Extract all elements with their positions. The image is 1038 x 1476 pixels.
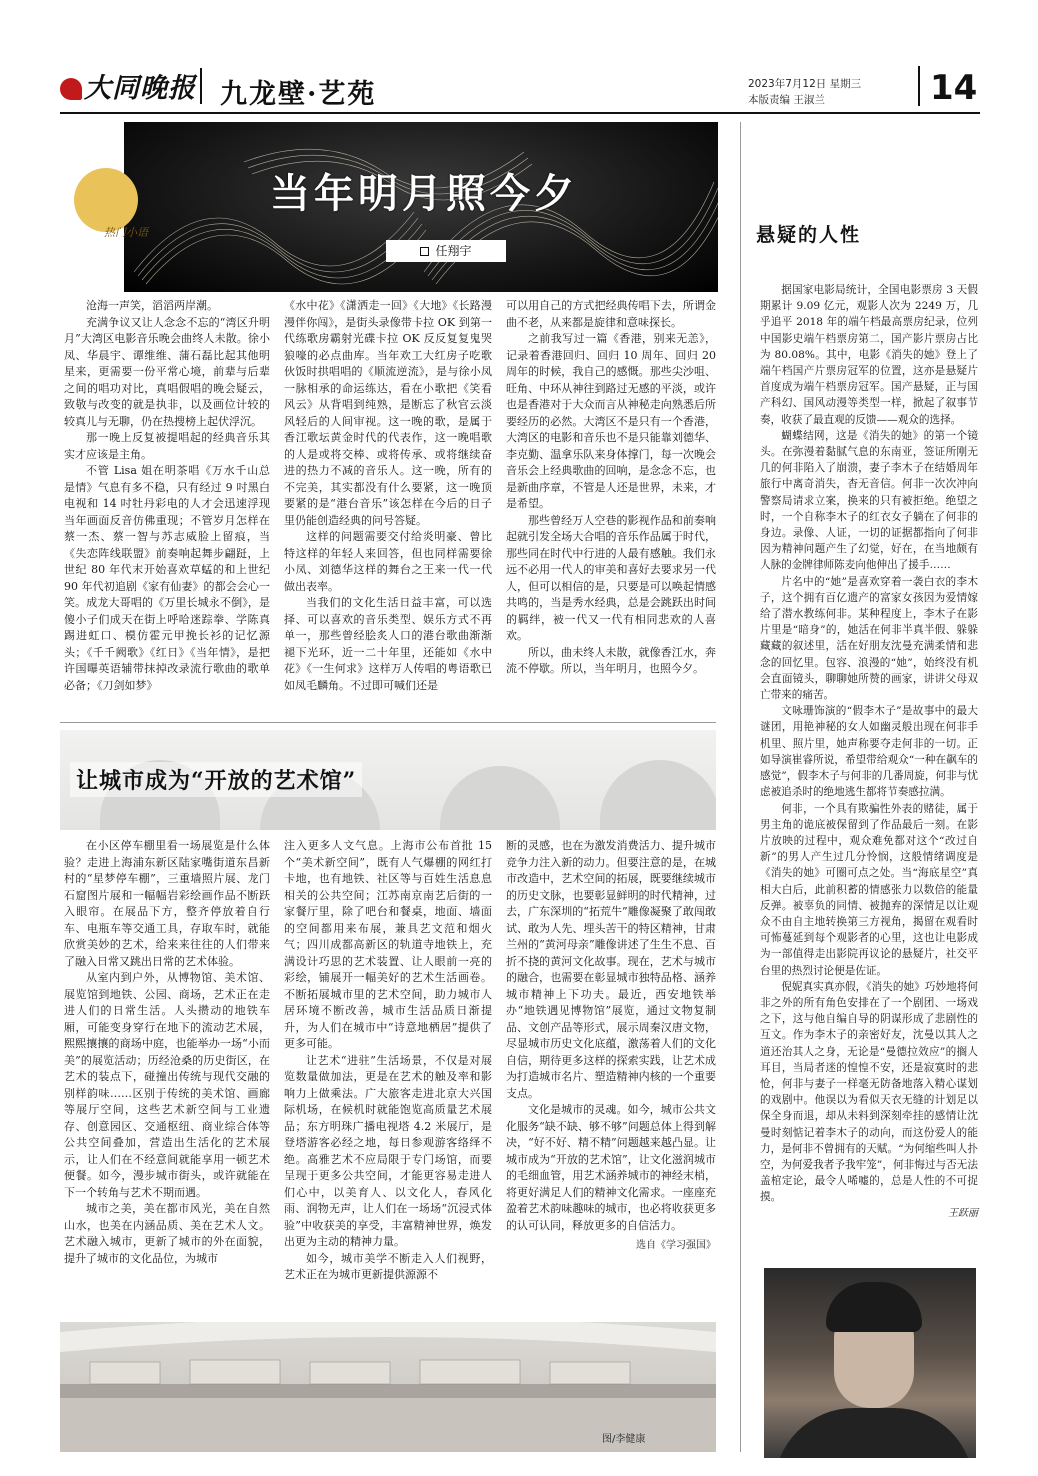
logo-mark-icon bbox=[60, 78, 82, 100]
gallery-arch-shape bbox=[440, 766, 560, 830]
paragraph: 从室内到户外，从博物馆、美术馆、展览馆到地铁、公园、商场，艺术正在走进人们的日常生活。人头攒动的地铁车厢，可能变身穿行在地下的流动艺术展，熙熙攘攘的商场中庭，也能举办一场“小而美”的展览活动；历经沧桑的历史街区，在艺术的装点下，碰撞出传统与现代交融的别样韵味……区别于传统的美术馆、画廊等展厅空间，这些艺术新空间与工业遗存、创意园区、交通枢纽、商业综合体等公共空间叠加，营造出生活化的艺术展示，让人们在不经意间就能享用一顿艺术便餐。如今，漫步城市街头，或许就能在下一个转角与艺术不期而遇。 bbox=[64, 971, 270, 1199]
paragraph: 倪妮真实真亦假，《消失的她》巧妙地将何非之外的所有角色安排在了一个剧团、一场戏之下，这与他自编自导的阴谋形成了悲剧性的互文。作为李木子的亲密好友，沈曼以其人之道还治其人之身，无论是“曼德拉效应”的搁人耳目，当局者迷的惶惶不安，还是寂寞时的悲怆，何非与妻子一样毫无防备地落入精心谋划的戏剧中。他误以为看似天衣无缝的计划足以保全身而退，却从未料到深刻牵挂的感情让沈曼时刻惦记着李木子的动向，而这份爱人的能力，是何非不曾拥有的天赋。“为何缩些叫人扑空，为何爱我者予我牢笼”，何非悔过与否无法盖棺定论，最令人唏嘘的，总是人性的不可捉摸。 bbox=[760, 980, 978, 1204]
paragraph: 之前我写过一篇《香港，别来无恙》，记录着香港回归、回归 10 周年、回归 20 周年的时候，我自己的感慨。那些尖沙咀、旺角、中环从神往到路过无感的平淡，或许也是香港对于大众而言从神秘走向熟悉后所要经历的必然。大湾区不是只有一个香港，大湾区的电影和音乐也不是只能靠刘德华、李克勤、温拿乐队来身体撑门，每一次晚会音乐会上经典歌曲的回响，是念念不忘，也是新曲序章，不管是人还是世界，未来，才是希望。 bbox=[506, 332, 716, 510]
paragraph: 片名中的“她”是喜欢穿着一袭白衣的李木子，这个拥有百亿遗产的富家女孩因为爱情嫁给了潜水教练何非。某种程度上，李木子在影片里是“暗身”的，她活在何非半真半假、躲躲藏藏的叙述里，活在好朋友沈曼充满柔情和悲念的回忆里。包容、浪漫的“她”，始终没有机会直面镜头，聊聊她所赞的画家，讲讲父母双亡带来的痛苦。 bbox=[760, 575, 978, 702]
article1-column-1 bbox=[64, 298, 270, 694]
section-title: 九龙壁·艺苑 bbox=[220, 79, 377, 110]
paragraph: 沧海一声笑，滔滔两岸潮。 bbox=[86, 299, 218, 312]
paragraph: 城市之美，美在都市风光，美在自然山水，也美在内涵品质、美在艺术人文。艺术融入城市，更新了城市的外在面貌，提升了城市的文化品位，为城市 bbox=[64, 1202, 270, 1265]
paragraph: 注入更多人文气息。上海市公布首批 15 个“美术新空间”，既有人气爆棚的网红打卡地，也有地铁、社区等与百姓生活息息相关的公共空间；江苏南京南艺后街的一家餐厅里，除了吧台和餐桌，地面、墙面的空间都用来布展，兼具艺文范和烟火气；四川成都高新区的轨道寺地铁上，充满设计巧思的艺术装置、让人眼前一亮的彩绘，铺展开一幅美好的艺术生活画卷。不断拓展城市里的艺术空间，助力城市人居环境不断改善，城市生活品质日渐提升，为人们在城市中“诗意地栖居”提供了更多可能。 bbox=[284, 839, 492, 1050]
article2-column-2 bbox=[284, 838, 492, 1284]
page-editor: 本版责编 王淑兰 bbox=[748, 94, 825, 106]
paragraph: 所以，曲未终人未散，就像香江水，奔流不停歇。所以，当年明月，也照今夕。 bbox=[506, 645, 716, 675]
paragraph: 在小区停车棚里看一场展览是什么体验？走进上海浦东新区陆家嘴街道东昌新村的“星梦停车棚”，三重墙照片展、龙门石窟图片展和一幅幅岩彩绘画作品不断跃入眼帘。在展品下方，整齐停放着自行车、电瓶车等交通工具，存取车时，就能欣赏美妙的艺术，给来来往往的人们带来了融入日常又跳出日常的艺术体验。 bbox=[64, 839, 270, 968]
portrait-shoulders bbox=[774, 1408, 974, 1458]
article1-column-2 bbox=[284, 298, 492, 694]
column-badge bbox=[64, 168, 174, 250]
gallery-arch-shape bbox=[600, 760, 716, 830]
paragraph: 让艺术“进驻”生活场景，不仅是对展览数量做加法，更是在艺术的触及率和影响力上做乘法。广大旅客走进北京大兴国际机场，在候机时就能饱览高质量艺术展品；东方明珠广播电视塔 4.2 米展厅，是登塔游客必经之地，每日参观游客络绎不绝。高雅艺术不应局限于专门场馆，而要呈现于更多公共空间，才能更容易走进人们心中，以美育人、以文化人，春风化雨、润物无声，让人们在一场场“沉浸式体验”中收获美的享受，丰富精神世界，焕发出更为主动的精神力量。 bbox=[284, 1053, 492, 1248]
photo-credit: 图/李健康 bbox=[602, 1434, 646, 1445]
logo-text: 大同晚报 bbox=[84, 73, 196, 104]
article3-author: 王跃丽 bbox=[948, 1207, 978, 1219]
paragraph: 文化是城市的灵魂。如今，城市公共文化服务“缺不缺、够不够”问题总体上得到解决，“好不好、精不精”问题越来越凸显。让城市成为“开放的艺术馆”，让文化滋润城市的毛细血管，用艺术涵养城市的神经末梢，将更好满足人们的精神文化需求。一座座充盈着艺术韵味趣味的城市，也必将收获更多的认可认同，释放更多的自信活力。 bbox=[506, 1103, 716, 1232]
article2-column-1 bbox=[64, 838, 270, 1267]
article2-source: 选自《学习强国》 bbox=[636, 1240, 716, 1251]
masthead bbox=[60, 62, 980, 114]
paragraph: 可以用自己的方式把经典传唱下去，所谓金曲不老，从来都是旋律和意味探长。 bbox=[506, 299, 716, 329]
article1-title: 当年明月照今夕 bbox=[270, 170, 578, 217]
article3-title: 悬疑的人性 bbox=[756, 224, 862, 246]
paragraph: 文咏珊饰演的“假李木子”是故事中的最大谜团，用艳神秘的女人如幽灵般出现在何非手机里、照片里，她声称要夺走何非的一切。正如导演崔睿所说，希望带给观众“一种在飙车的感觉”，假李木子与何非的几番周旋，何非与忧虑被追杀时的绝地逃生都将节奏感拉满。 bbox=[760, 705, 978, 799]
article-divider bbox=[60, 722, 716, 723]
article1-byline bbox=[386, 240, 506, 262]
paragraph: 蝴蝶结网，这是《消失的她》的第一个镜头。在弥漫着黏腻气息的东南亚，签证所刚无几的何非陷入了崩溃，妻子李木子在结婚周年旅行中离奇消失，杳无音信。何非一次次冲向警察局请求立案，换来的只有被拒绝。绝望之时，一个自称李木子的红衣女子躺在了何非的身边。录像、人证，一切的证据都指向了何非因为精神问题产生了幻觉，好在，在当地颇有人脉的金牌律师陈麦向他伸出了援手…… bbox=[760, 429, 978, 572]
article1-column-3 bbox=[506, 298, 716, 678]
author-name: 任翔宇 bbox=[435, 244, 472, 258]
page-number: 14 bbox=[930, 68, 978, 108]
paragraph: 那些曾经万人空巷的影视作品和前奏响起就引发全场大合唱的音乐作品属于时代，那些同在时代中行进的人最有感触。我们永远不必用一代人的审美和喜好去要求另一代人，但可以相信的是，只要是可以唤起情感共鸣的，当是秀水经典，总是会跳跃出时间的羁绊，被一代又一代有相同悲欢的人喜欢。 bbox=[506, 513, 716, 642]
badge-circle-icon bbox=[74, 168, 138, 232]
paragraph: 断的灵感，也在为激发消费活力、提升城市竞争力注入新的动力。但要注意的是，在城市改造中，艺术空间的拓展，既要继续城市的历史文脉，也要彰显鲜明的时代精神，过去，广东深圳的“拓荒牛”雕像凝聚了敢闯敢试、敢为人先、埋头苦干的特区精神，甘肃兰州的“黄河母亲”雕像讲述了生生不息、百折不挠的黄河文化故事。现在，艺术与城市的融合，也需要在彰显城市独特品格、涵养城市精神上下功夫。最近，西安地铁举办“地铁遇见博物馆”展览，通过文物复制品、文创产品等形式，展示周秦汉唐文物，尽显城市历史文化底蕴，激荡着人们的文化自信，期待更多这样的探索实践，让艺术成为打造城市名片、塑造精神内核的一个重要支点。 bbox=[506, 839, 716, 1100]
paragraph: 不管 Lisa 姐在明茶唱《万水千山总是情》气息有多不稳，只有经过 9 吋黑白电视和 14 吋牡丹彩电的人才会迅速浮现当年画面反音仿佛重现；不管岁月怎样在蔡一杰、蔡一智与苏志威脸上留痕，当《失恋阵线联盟》前奏响起舞步翩跹，上世纪 80 年代末开始喜欢草蜢的和上世纪 90 年代初追剧《家有仙妻》的都会会心一笑。成龙大哥唱的《万里长城永不倒》，是傻小子们成天在街上呼哈迷踪拳、学陈真踢进虹口、模仿霍元甲挽长衫的记忆源头；《千千阙歌》《红日》《当年情》，是把许国曝英语辅带抹掉改录流行歌曲的歌单必备；《刀剑如梦》 bbox=[64, 464, 270, 692]
paragraph: 何非，一个具有欺骗性外表的赌徒，属于男主角的诡底被保留到了作品最后一刻。在影片放映的过程中，观众难免都对这个“改过自新”的男人产生过几分怜悯，这般情绪调度是《消失的她》可圈可点之处。当“海底星空”真相大白后，此前积蓄的情感张力以数倍的能量反弹。被辜负的同情、被抛弃的深情足以让观众不由自主地转换第三方视角，揭留在观看时可怖蔓延到每个观影者的心里，这也让电影成为一部值得走出影院再议论的悬疑片，社交平台里的热烈讨论便是佐证。 bbox=[760, 802, 978, 977]
column-divider bbox=[740, 122, 741, 1452]
paragraph: 这样的问题需要交付给炎明豪、曾比特这样的年轻人来回答，但也同样需要徐小凤、刘德华这样的舞台之王来一代一代做出表率。 bbox=[284, 530, 492, 593]
column-label: 热门小语 bbox=[104, 226, 148, 239]
paragraph: 充满争议又让人念念不忘的“湾区升明月”大湾区电影音乐晚会曲终人未散。徐小凤、华晨宇、谭维维、蒲石磊比起其他明星来，更需要一份平常心境，前辈与后辈之间的唱功对比，真唱假唱的晚会疑云，致敬与改变的就是执非，以及画位计较的较真儿与无聊，仍在热搜榜上起伏浮沉。 bbox=[64, 315, 270, 428]
date-block bbox=[748, 76, 861, 108]
byline-square-icon bbox=[420, 247, 429, 256]
article3-body bbox=[760, 282, 978, 1222]
newspaper-logo bbox=[60, 66, 196, 105]
issue-date: 2023年7月12日 星期三 bbox=[748, 78, 862, 90]
masthead-divider-2 bbox=[918, 66, 920, 106]
paragraph: 当我们的文化生活日益丰富，可以选择、可以喜欢的音乐类型、娱乐方式不再单一，那些曾经脍炙人口的港台歌曲渐渐褪下光环，近一二十年里，还能如《水中花》《一生何求》这样万人传唱的粤语歌已如凤毛麟角。不过即可喊们还是 bbox=[284, 596, 492, 692]
actor-portrait-photo bbox=[764, 1268, 976, 1458]
paragraph: 那一晚上反复被提唱起的经典音乐其实才应该是主角。 bbox=[64, 431, 270, 461]
masthead-rule bbox=[60, 112, 980, 114]
article2-column-3 bbox=[506, 838, 716, 1255]
paragraph: 《水中花》《潇洒走一回》《大地》《长路漫漫伴你闯》，是街头录像带卡拉 OK 到第一代练歌房霸射光碟卡拉 OK 反反复复鬼哭狼嚎的必点曲库。当年欢工大红房子吃歌伙饭时拱唱唱的《顺流逆流》，是与徐小凤一脉相承的命运练达，看在小歌把《笑看风云》从背唱到纯熟，是断忘了秋官云淡风轻后的人间审视。这一晚的歌，是属于香江歌坛黄金时代的代表作，这一晚唱歌的人是或将交棒、或将传承、或将继续奋进的热力不减的音乐人。这一晚，所有的不完美，其实都没有什么要紧，这一晚顶要紧的是“港台音乐”该怎样在今后的日子里仍能创造经典的问号答疑。 bbox=[284, 299, 492, 527]
article2-title: 让城市成为“开放的艺术馆” bbox=[70, 762, 362, 797]
paragraph: 如今，城市美学不断走入人们视野，艺术正在为城市更新提供源源不 bbox=[284, 1251, 492, 1281]
portrait-hair bbox=[826, 1282, 922, 1332]
masthead-divider bbox=[200, 68, 202, 104]
paragraph: 据国家电影局统计，全国电影票房 3 天假期累计 9.09 亿元，观影人次为 2249 万，几乎追平 2018 年的端午档最高票房纪录，位列中国影史端午档票房第二，国产影片票房占比为 80.08%。其中，电影《消失的她》登上了端午档国产片票房冠军的位置，这亦是悬疑片首度成为端午档票房冠军。国产悬疑，正与国产科幻、国风动漫等类型一样，掀起了叙事节奏，收获了最直观的反馈——观众的选择。 bbox=[760, 284, 978, 426]
article1-hero-image bbox=[124, 122, 718, 292]
